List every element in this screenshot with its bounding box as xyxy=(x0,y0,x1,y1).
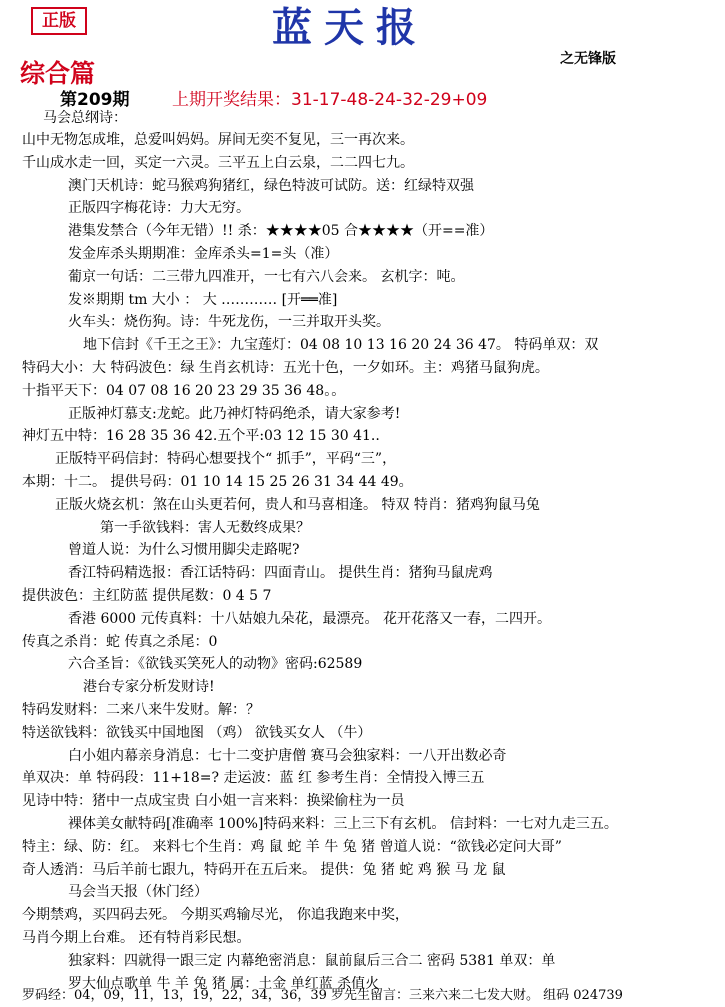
text-line: 特送欲钱料：欲钱买中国地图 （鸡） 欲钱买女人 （牛） xyxy=(22,725,372,741)
text-line: 马会当天报（休门经） xyxy=(68,884,208,900)
text-line: 十指平天下：04 07 08 16 20 23 29 35 36 48。。 xyxy=(22,383,346,399)
text-line: 港集发禁合（今年无错）!! 杀：★★★★05 合★★★★（开==准） xyxy=(68,223,494,239)
text-line: 今期禁鸡，买四码去死。 今期买鸡输尽光， 你追我跑来中奖， xyxy=(22,907,409,923)
text-line: 白小姐内幕亲身消息：七十二变护唐僧 赛马会独家料：一八开出数必奇 xyxy=(68,748,507,764)
text-line: 山中无物怎成堆，总爱叫妈妈。屏间无奕不复见，三一再次来。 xyxy=(22,132,414,148)
text-line: 见诗中特：猪中一点成宝贵 白小姐一言来料：换梁偷柱为一员 xyxy=(22,793,405,809)
text-line: 马肖今期上台难。 还有特肖彩民想。 xyxy=(22,930,251,946)
issue-number: 第209期 xyxy=(60,90,130,110)
text-line: 千山成水走一回，买定一六灵。三平五上白云泉，二二四七九。 xyxy=(22,155,414,171)
text-line: 特码大小：大 特码波色：绿 生肖玄机诗：五光十色，一夕如环。主：鸡猪马鼠狗虎。 xyxy=(22,360,549,376)
text-line: 地下信封《千王之王》：九宝莲灯：04 08 10 13 16 20 24 36 47。 特码单双：双 xyxy=(83,337,599,353)
text-line: 港台专家分析发财诗! xyxy=(83,679,215,695)
edition-label: 之无锋版 xyxy=(560,51,616,67)
text-line: 提供波色：主红防蓝 提供尾数：0 4 5 7 xyxy=(22,588,272,604)
text-line: 六合圣旨：《欲钱买笑死人的动物》密码:62589 xyxy=(68,656,363,672)
last-draw-result: 上期开奖结果：31-17-48-24-32-29+09 xyxy=(172,90,488,110)
text-line: 传真之杀肖：蛇 传真之杀尾：0 xyxy=(22,634,218,650)
text-line: 本期：十二。 提供号码：01 10 14 15 25 26 31 34 44 49。 xyxy=(22,474,413,490)
newspaper-title: 蓝天报 xyxy=(272,4,428,51)
text-line: 罗大仙点歌单 牛 羊 兔 猪 属：土金 单红蓝 杀值火 xyxy=(68,976,380,992)
text-line: 正版神灯慕支:龙蛇。此乃神灯特码绝杀，请大家参考! xyxy=(68,406,401,422)
section-title: 综合篇 xyxy=(20,59,96,88)
text-line: 第一手欲钱料：害人无数终成果？ xyxy=(100,520,310,536)
text-line: 神灯五中特：16 28 35 36 42.五个平:03 12 15 30 41.. xyxy=(22,428,380,444)
text-line: 发金库杀头期期准：金库杀头=1=头（准） xyxy=(68,246,339,262)
text-line: 裸体美女献特码[准确率 100%]特码来料：三上三下有玄机。 信封料：一七对九走三五。 xyxy=(68,816,618,832)
text-line: 曾道人说：为什么习惯用脚尖走路呢? xyxy=(68,542,300,558)
text-line: 特码发财料：二来八来牛发财。解：？ xyxy=(22,702,260,718)
text-line: 葡京一句话：二三带九四准开，一七有六八会来。 玄机字：吨。 xyxy=(68,269,465,285)
text-line: 罗码经：04，09，11，13，19，22，34，36，39 罗先生留言：三来六来二七发大财。 组码 024739 xyxy=(22,988,623,1003)
text-line: 澳门天机诗：蛇马猴鸡狗猪红，绿色特波可试防。送：红绿特双强 xyxy=(68,178,474,194)
text-line: 特主：绿、防：红。 来料七个生肖：鸡 鼠 蛇 羊 牛 兔 猪 曾道人说：“欲钱必定问大哥” xyxy=(22,839,562,855)
text-line: 正版特平码信封：特码心想要找个“ 抓手”，平码“三”， xyxy=(55,451,397,467)
edition-badge: 正版 xyxy=(31,7,87,35)
text-line: 独家料：四就得一跟三定 内幕绝密消息：鼠前鼠后三合二 密码 5381 单双：单 xyxy=(68,953,556,969)
text-line: 发※期期 tm 大小 ： 大 ………… [开══准] xyxy=(68,292,338,308)
text-line: 正版四字梅花诗：力大无穷。 xyxy=(68,200,250,216)
text-line: 火车头：烧伤狗。诗：牛死龙伤，一三并取开头奖。 xyxy=(68,314,390,330)
text-line: 单双决：单 特码段：11+18=? 走运波：蓝 红 参考生肖：全情投入博三五 xyxy=(22,770,485,786)
text-line: 奇人透消：马后羊前七跟九，特码开在五后来。 提供：兔 猪 蛇 鸡 猴 马 龙 鼠 xyxy=(22,862,506,878)
text-line: 马会总纲诗： xyxy=(43,110,127,126)
text-line: 香江特码精选报：香江话特码：四面青山。 提供生肖：猪狗马鼠虎鸡 xyxy=(68,565,493,581)
text-line: 香港 6000 元传真料：十八姑娘九朵花，最漂亮。 花开花落又一春，二四开。 xyxy=(68,611,551,627)
text-line: 正版火烧玄机：煞在山头更若何，贵人和马喜相逢。 特双 特肖：猪鸡狗鼠马兔 xyxy=(55,497,540,513)
